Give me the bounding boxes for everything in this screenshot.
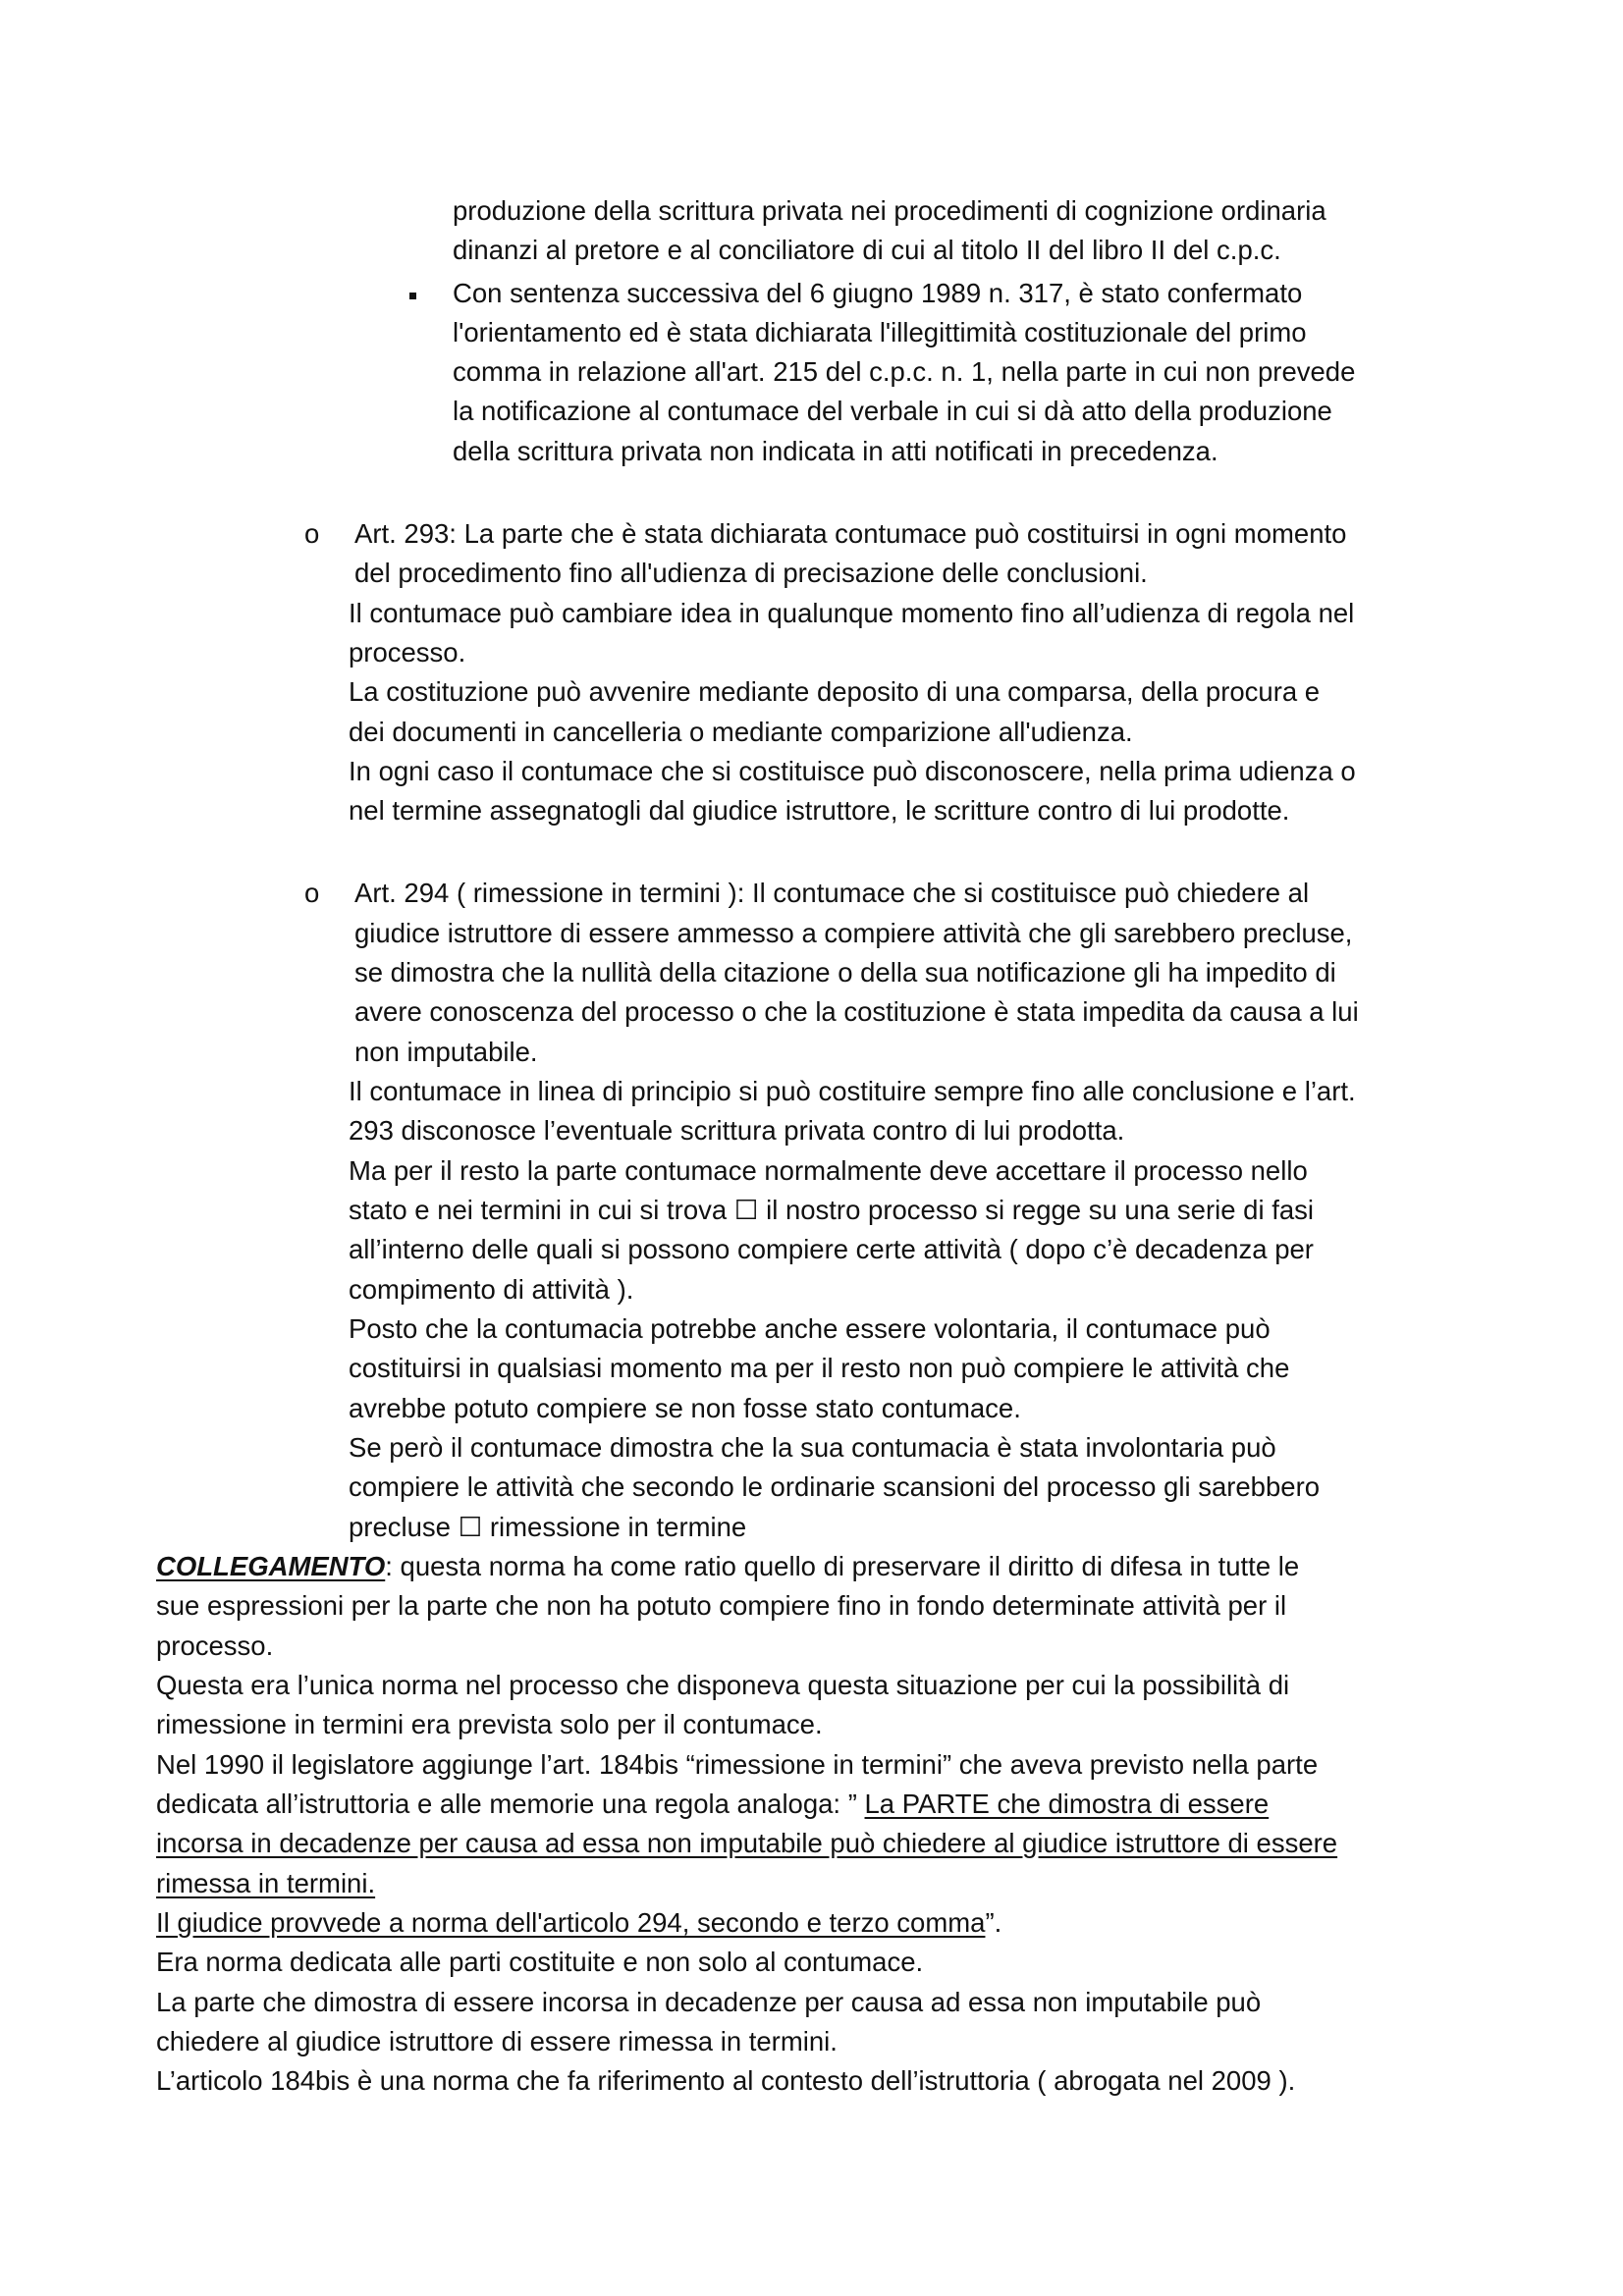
art294-line: giudice istruttore di essere ammesso a compiere attività che gli sarebbero precluse, (354, 918, 1353, 948)
art294-line: Art. 294 ( rimessione in termini ): Il contumace che si costituisce può chiedere al (354, 878, 1310, 908)
quoted-norm-text: Il giudice provvede a norma dell'articolo 294, secondo e terzo comma (156, 1907, 986, 1938)
art293-line: In ogni caso il contumace che si costituisce può disconoscere, nella prima udienza o (349, 756, 1356, 786)
quote-intro: dedicata all’istruttoria e alle memorie una regola analoga: ” (156, 1789, 865, 1819)
sentenza-line: l'orientamento ed è stata dichiarata l'illegittimità costituzionale del primo (453, 317, 1307, 347)
collegamento-line: Nel 1990 il legislatore aggiunge l’art. 184bis “rimessione in termini” che aveva previsto nella parte (156, 1749, 1319, 1780)
art294-line: se dimostra che la nullità della citazione o della sua notificazione gli ha impedito di (354, 957, 1336, 988)
collegamento-line: processo. (156, 1630, 274, 1661)
sentenza-line: la notificazione al contumace del verbale in cui si dà atto della produzione (453, 396, 1332, 426)
collegamento-line: rimessione in termini era prevista solo per il contumace. (156, 1709, 823, 1739)
quote-close: ”. (985, 1907, 1002, 1938)
collegamento-line: La parte che dimostra di essere incorsa in decadenze per causa ad essa non imputabile può (156, 1987, 1262, 2017)
sentenza-line: Con sentenza successiva del 6 giugno 1989 n. 317, è stato confermato (453, 278, 1303, 308)
collegamento-line: L’articolo 184bis è una norma che fa riferimento al contesto dell’istruttoria ( abrogata nel 2009 ). (156, 2065, 1296, 2096)
collegamento-line (156, 1550, 1299, 1583)
sentenza-line: comma in relazione all'art. 215 del c.p.c. n. 1, nella parte in cui non prevede (453, 356, 1356, 387)
continuation-line: produzione della scrittura privata nei procedimenti di cognizione ordinaria (453, 195, 1326, 226)
art294-line: Posto che la contumacia potrebbe anche essere volontaria, il contumace può (349, 1313, 1271, 1344)
art293-line: Art. 293: La parte che è stata dichiarata contumace può costituirsi in ogni momento (354, 518, 1347, 549)
collegamento-line: Era norma dedicata alle parti costituite e non solo al contumace. (156, 1947, 924, 1977)
continuation-line: dinanzi al pretore e al conciliatore di cui al titolo II del libro II del c.p.c. (453, 235, 1281, 265)
quoted-norm-text: La PARTE che dimostra di essere (864, 1789, 1270, 1819)
collegamento-label: COLLEGAMENTO (156, 1551, 386, 1581)
circle-bullet-icon: o (304, 878, 320, 908)
art293-line: processo. (349, 637, 466, 667)
sentenza-line: della scrittura privata non indicata in atti notificati in precedenza. (453, 436, 1218, 466)
art294-line: Se però il contumace dimostra che la sua contumacia è stata involontaria può (349, 1432, 1276, 1463)
art294-line: 293 disconosce l’eventuale scrittura privata contro di lui prodotta. (349, 1115, 1125, 1146)
art294-line: avrebbe potuto compiere se non fosse stato contumace. (349, 1393, 1021, 1423)
art293-line: La costituzione può avvenire mediante deposito di una comparsa, della procura e (349, 676, 1321, 707)
art293-line: Il contumace può cambiare idea in qualunque momento fino all’udienza di regola nel (349, 598, 1355, 628)
square-bullet-icon (409, 274, 416, 307)
art294-line: compimento di attività ). (349, 1274, 634, 1305)
collegamento-line (156, 1788, 1269, 1821)
art294-line: all’interno delle quali si possono compiere certe attività ( dopo c’è decadenza per (349, 1234, 1314, 1264)
collegamento-text: : questa norma ha come ratio quello di preservare il diritto di difesa in tutte le (385, 1551, 1300, 1581)
art294-line: precluse ☐ rimessione in termine (349, 1512, 747, 1542)
art293-line: del procedimento fino all'udienza di precisazione delle conclusioni. (354, 558, 1148, 588)
art293-line: dei documenti in cancelleria o mediante comparizione all'udienza. (349, 717, 1133, 747)
collegamento-line: chiedere al giudice istruttore di essere rimessa in termini. (156, 2026, 838, 2056)
art294-line: non imputabile. (354, 1037, 538, 1067)
circle-bullet-icon: o (304, 518, 320, 549)
collegamento-line (156, 1906, 1001, 1940)
art293-line: nel termine assegnatogli dal giudice istruttore, le scritture contro di lui prodotte. (349, 795, 1290, 826)
art294-line: costituirsi in qualsiasi momento ma per il resto non può compiere le attività che (349, 1353, 1290, 1383)
quoted-norm-line: rimessa in termini. (156, 1868, 376, 1898)
art294-line: Ma per il resto la parte contumace normalmente deve accettare il processo nello (349, 1155, 1308, 1186)
art294-line: avere conoscenza del processo o che la costituzione è stata impedita da causa a lui (354, 996, 1359, 1027)
art294-line: stato e nei termini in cui si trova ☐ il nostro processo si regge su una serie di fasi (349, 1195, 1315, 1225)
collegamento-line: Questa era l’unica norma nel processo che disponeva questa situazione per cui la possibilità di (156, 1670, 1290, 1700)
art294-line: Il contumace in linea di principio si può costituire sempre fino alle conclusione e l’art. (349, 1076, 1356, 1106)
quoted-norm-line: incorsa in decadenze per causa ad essa non imputabile può chiedere al giudice istruttore di essere (156, 1828, 1338, 1858)
collegamento-line: sue espressioni per la parte che non ha potuto compiere fino in fondo determinate attività per il (156, 1590, 1287, 1621)
art294-line: compiere le attività che secondo le ordinarie scansioni del processo gli sarebbero (349, 1471, 1321, 1502)
